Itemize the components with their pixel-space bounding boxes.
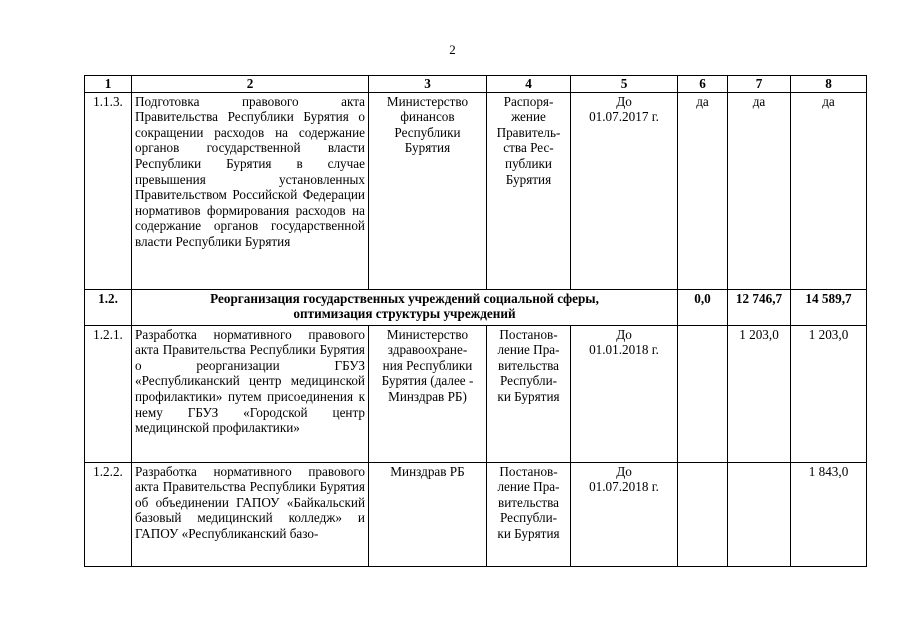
section-title: Реорганизация государственных учреждений социальной сферы, оптимизация структуры учреждений [132,289,678,325]
item-col7: да [728,92,791,289]
section-number: 1.2. [85,289,132,325]
item-executor: Министерство финансов Республики Бурятия [369,92,487,289]
item-document: Распоря- жение Правитель- ства Рес- публики Бурятия [487,92,571,289]
item-executor: Министерство здравоохране- ния Республики Бурятия (далее - Минздрав РБ) [369,325,487,462]
table-row [85,92,867,289]
header-cell-7: 7 [728,76,791,93]
item-col7 [728,462,791,566]
header-cell-1: 1 [85,76,132,93]
section-row [85,289,867,325]
item-number: 1.1.3. [85,92,132,289]
header-cell-2: 2 [132,76,369,93]
item-deadline: До 01.07.2017 г. [571,92,678,289]
item-col6 [678,325,728,462]
header-cell-4: 4 [487,76,571,93]
plan-table [84,75,867,567]
header-cell-5: 5 [571,76,678,93]
item-description: Подготовка правового акта Правительства Республики Бурятия о сокращении расходов на содержание органов государственной власти Республики Бурятия в случае превышения установленных Правительством Российской Федерации нормативов формирования расходов на содержание органов государственной власти Республики Бурятия [132,92,369,289]
table-header-row [85,76,867,93]
section-col6: 0,0 [678,289,728,325]
item-col6: да [678,92,728,289]
item-number: 1.2.2. [85,462,132,566]
item-col8: 1 843,0 [791,462,867,566]
item-col6 [678,462,728,566]
section-col8: 14 589,7 [791,289,867,325]
item-description: Разработка нормативного правового акта Правительства Республики Бурятия об объединении ГАПОУ «Байкальский базовый медицинский колледж» и ГАПОУ «Республиканский базо- [132,462,369,566]
item-document: Постанов- ление Пра- вительства Республи- ки Бурятия [487,462,571,566]
item-number: 1.2.1. [85,325,132,462]
item-col7: 1 203,0 [728,325,791,462]
item-deadline: До 01.07.2018 г. [571,462,678,566]
item-deadline: До 01.01.2018 г. [571,325,678,462]
table-row [85,325,867,462]
section-col7: 12 746,7 [728,289,791,325]
header-cell-8: 8 [791,76,867,93]
page-number: 2 [449,42,456,57]
header-cell-3: 3 [369,76,487,93]
header-cell-6: 6 [678,76,728,93]
item-document: Постанов- ление Пра- вительства Республи- ки Бурятия [487,325,571,462]
item-col8: 1 203,0 [791,325,867,462]
item-executor: Минздрав РБ [369,462,487,566]
item-col8: да [791,92,867,289]
item-description: Разработка нормативного правового акта Правительства Республики Бурятия о реорганизации ГБУЗ «Республиканский центр медицинской профилактики» путем присоединения к нему ГБУЗ «Городской центр медицинской профилактики» [132,325,369,462]
table-row [85,462,867,566]
